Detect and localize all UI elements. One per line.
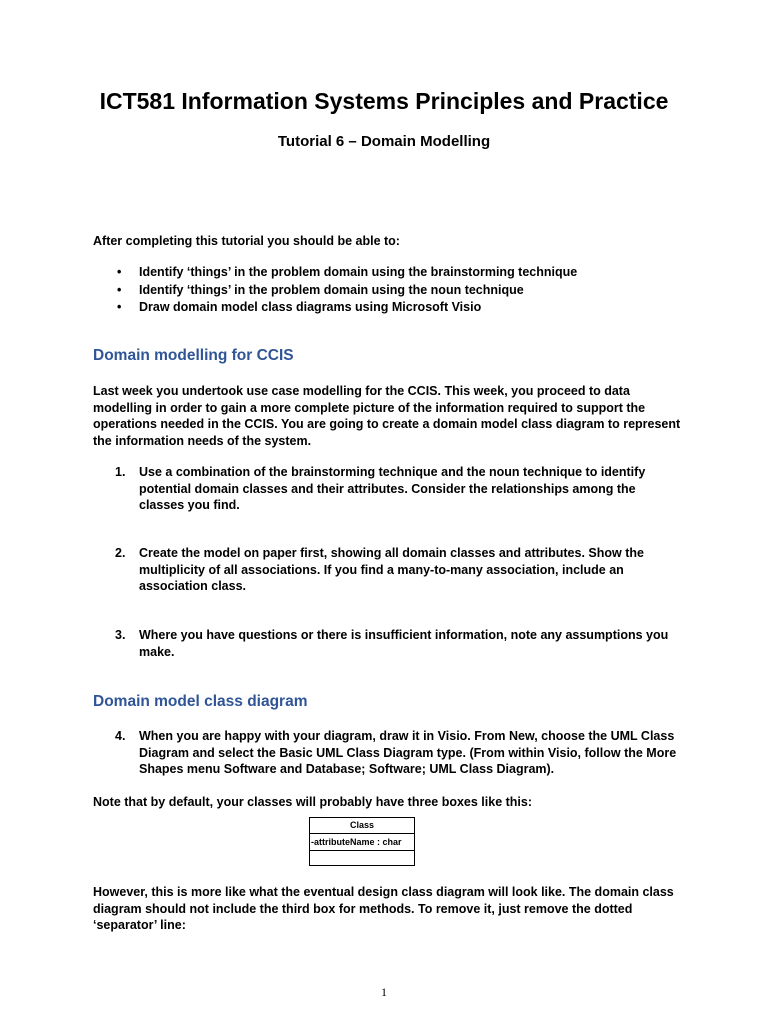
step-text: When you are happy with your diagram, draw it in Visio. From New, choose the UML Class Diagram and select the Basic UML Class Diagram type. (From within Visio, follow the More Shapes menu Software and Database; Software; UML Class Diagram). (139, 729, 677, 776)
objectives-intro: After completing this tutorial you should be able to: (93, 234, 400, 248)
uml-operations-box (310, 851, 414, 865)
step-number: 4. (115, 729, 126, 743)
uml-class-box (309, 817, 415, 866)
step-number: 3. (115, 628, 126, 642)
step-text: Where you have questions or there is insufficient information, note any assumptions you make. (139, 628, 669, 659)
bullet-icon: • (117, 282, 122, 297)
step-text: Create the model on paper first, showing all domain classes and attributes. Show the multiplicity of all associations. If you find a many-to-many association, include an association class. (139, 546, 644, 593)
document-subtitle: Tutorial 6 – Domain Modelling (277, 133, 491, 150)
step-number: 1. (115, 465, 126, 479)
section1-paragraph: Last week you undertook use case modelling for the CCIS. This week, you proceed to data modelling in order to gain a more complete picture of the information required to support the operations needed in the CCIS. You are going to create a domain model class diagram to represent the information needs of the system. (93, 384, 681, 448)
document-title: ICT581 Information Systems Principles and Practice (99, 88, 669, 114)
uml-attribute: -attributeName : char (310, 834, 414, 851)
section-heading-domain-modelling: Domain modelling for CCIS (93, 347, 294, 364)
step-number: 2. (115, 546, 126, 560)
bullet-icon: • (117, 300, 122, 314)
objective-item: • Identify ‘things’ in the problem domain using the brainstorming technique (93, 264, 577, 282)
bullet-icon: • (117, 265, 122, 279)
step-text: Use a combination of the brainstorming technique and the noun technique to identify potential domain classes and their attributes. Consider the relationships among the classes you find. (139, 465, 646, 512)
uml-class-name: Class (310, 818, 414, 834)
objectives-list (93, 264, 577, 317)
page-number: 1 (381, 985, 387, 999)
objective-item: • Identify ‘things’ in the problem domain using the noun technique (93, 282, 577, 300)
objective-item: • Draw domain model class diagrams using Microsoft Visio (93, 299, 577, 317)
section-heading-class-diagram: Domain model class diagram (93, 693, 308, 710)
note-text: Note that by default, your classes will probably have three boxes like this: (93, 795, 533, 809)
section2-paragraph: However, this is more like what the eventual design class diagram will look like. The domain class diagram should not include the third box for methods. To remove it, just remove the dotted ‘separator’ line: (93, 885, 674, 932)
